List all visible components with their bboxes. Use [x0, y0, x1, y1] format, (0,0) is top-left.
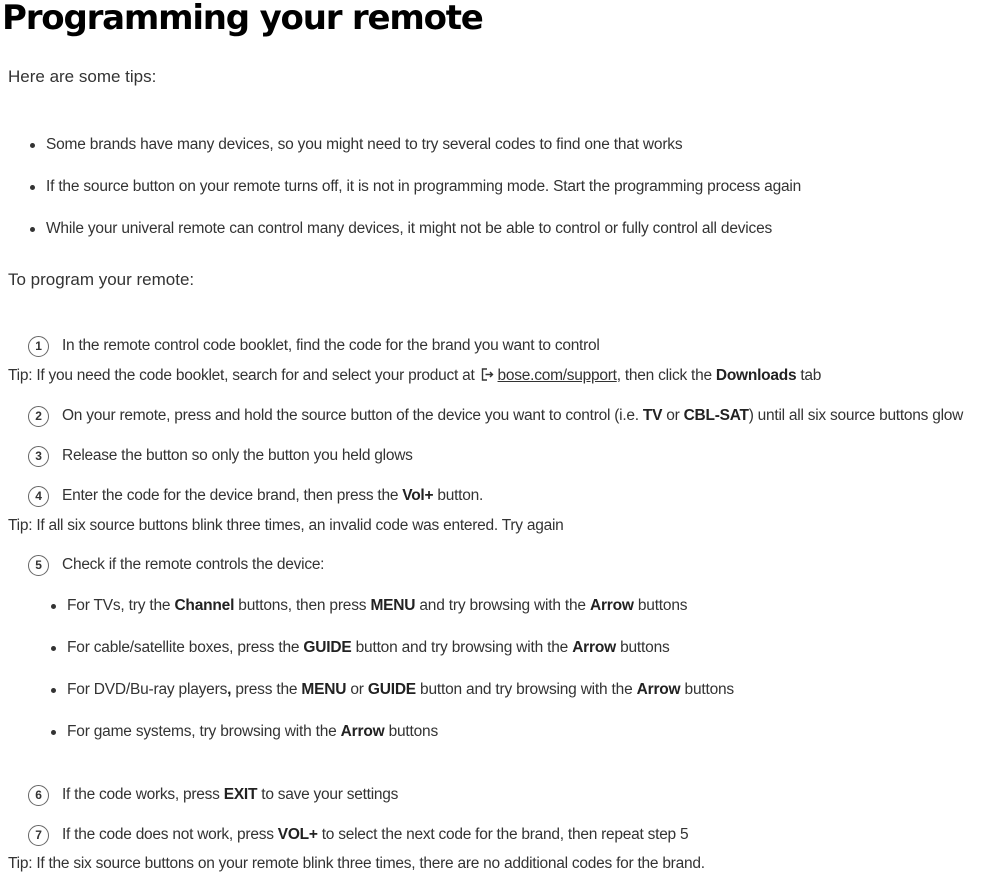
- step-4-tip: Tip: If all six source buttons blink three times, an invalid code was entered. Try again: [8, 517, 564, 534]
- bullet-icon: [51, 688, 56, 693]
- page-title: Programming your remote: [2, 0, 483, 38]
- bose-support-link[interactable]: bose.com/support: [497, 367, 617, 384]
- bullet-icon: [30, 227, 35, 232]
- downloads-label: Downloads: [715, 367, 797, 384]
- step-text: In the remote control code booklet, find the code for the brand you want to control: [62, 337, 600, 354]
- step-7-tip: Tip: If the six source buttons on your remote blink three times, there are no additional codes for the brand.: [8, 855, 705, 872]
- tip-item: [30, 177, 801, 197]
- sub-list-item: For cable/satellite boxes, press the GUIDE button and try browsing with the Arrow buttons: [51, 638, 670, 658]
- step-5: [28, 554, 324, 576]
- tips-heading: Here are some tips:: [8, 67, 157, 86]
- step-text: Check if the remote controls the device:: [62, 556, 325, 573]
- bullet-icon: [51, 730, 56, 735]
- step-text: Enter the code for the device brand, then press the Vol+ button.: [62, 487, 484, 504]
- sub-list-item: For game systems, try browsing with the Arrow buttons: [51, 722, 438, 742]
- step-number-badge: 1: [28, 336, 49, 357]
- tip-text: tab: [796, 367, 822, 384]
- step-2: [28, 405, 963, 427]
- bullet-icon: [51, 604, 56, 609]
- program-heading: To program your remote:: [8, 270, 195, 289]
- tip-text: Some brands have many devices, so you might need to try several codes to find one that works: [46, 136, 683, 153]
- tip-text: Tip: If you need the code booklet, search for and select your product at: [8, 367, 475, 384]
- bullet-icon: [30, 185, 35, 190]
- sub-list-item: For TVs, try the Channel buttons, then press MENU and try browsing with the Arrow buttons: [51, 596, 687, 616]
- tip-item: [30, 219, 772, 239]
- step-number-badge: 5: [28, 555, 49, 576]
- step-4: [28, 485, 483, 507]
- step-6: [28, 784, 398, 806]
- step-3: [28, 445, 413, 467]
- sub-list-item: For DVD/Bu-ray players, press the MENU or GUIDE button and try browsing with the Arrow buttons: [51, 680, 734, 700]
- step-text: On your remote, press and hold the source button of the device you want to control (i.e. TV or CBL-SAT) until all six source buttons glow: [62, 407, 964, 424]
- step-1: [28, 335, 600, 357]
- step-7: [28, 824, 688, 846]
- tip-text: , then click the: [616, 367, 716, 384]
- bullet-icon: [30, 143, 35, 148]
- step-number-badge: 3: [28, 446, 49, 467]
- tip-item: [30, 135, 682, 155]
- tip-text: If the source button on your remote turns off, it is not in programming mode. Start the programming process again: [46, 178, 802, 195]
- step-number-badge: 4: [28, 486, 49, 507]
- step-number-badge: 7: [28, 825, 49, 846]
- step-number-badge: 6: [28, 785, 49, 806]
- external-link-icon: [481, 368, 494, 381]
- step-number-badge: 2: [28, 406, 49, 427]
- step-1-tip: [8, 366, 821, 386]
- step-text: Release the button so only the button you held glows: [62, 447, 413, 464]
- tip-text: While your univeral remote can control many devices, it might not be able to control or fully control all devices: [46, 220, 773, 237]
- step-text: If the code does not work, press VOL+ to select the next code for the brand, then repeat step 5: [62, 826, 689, 843]
- step-text: If the code works, press EXIT to save your settings: [62, 786, 399, 803]
- bullet-icon: [51, 646, 56, 651]
